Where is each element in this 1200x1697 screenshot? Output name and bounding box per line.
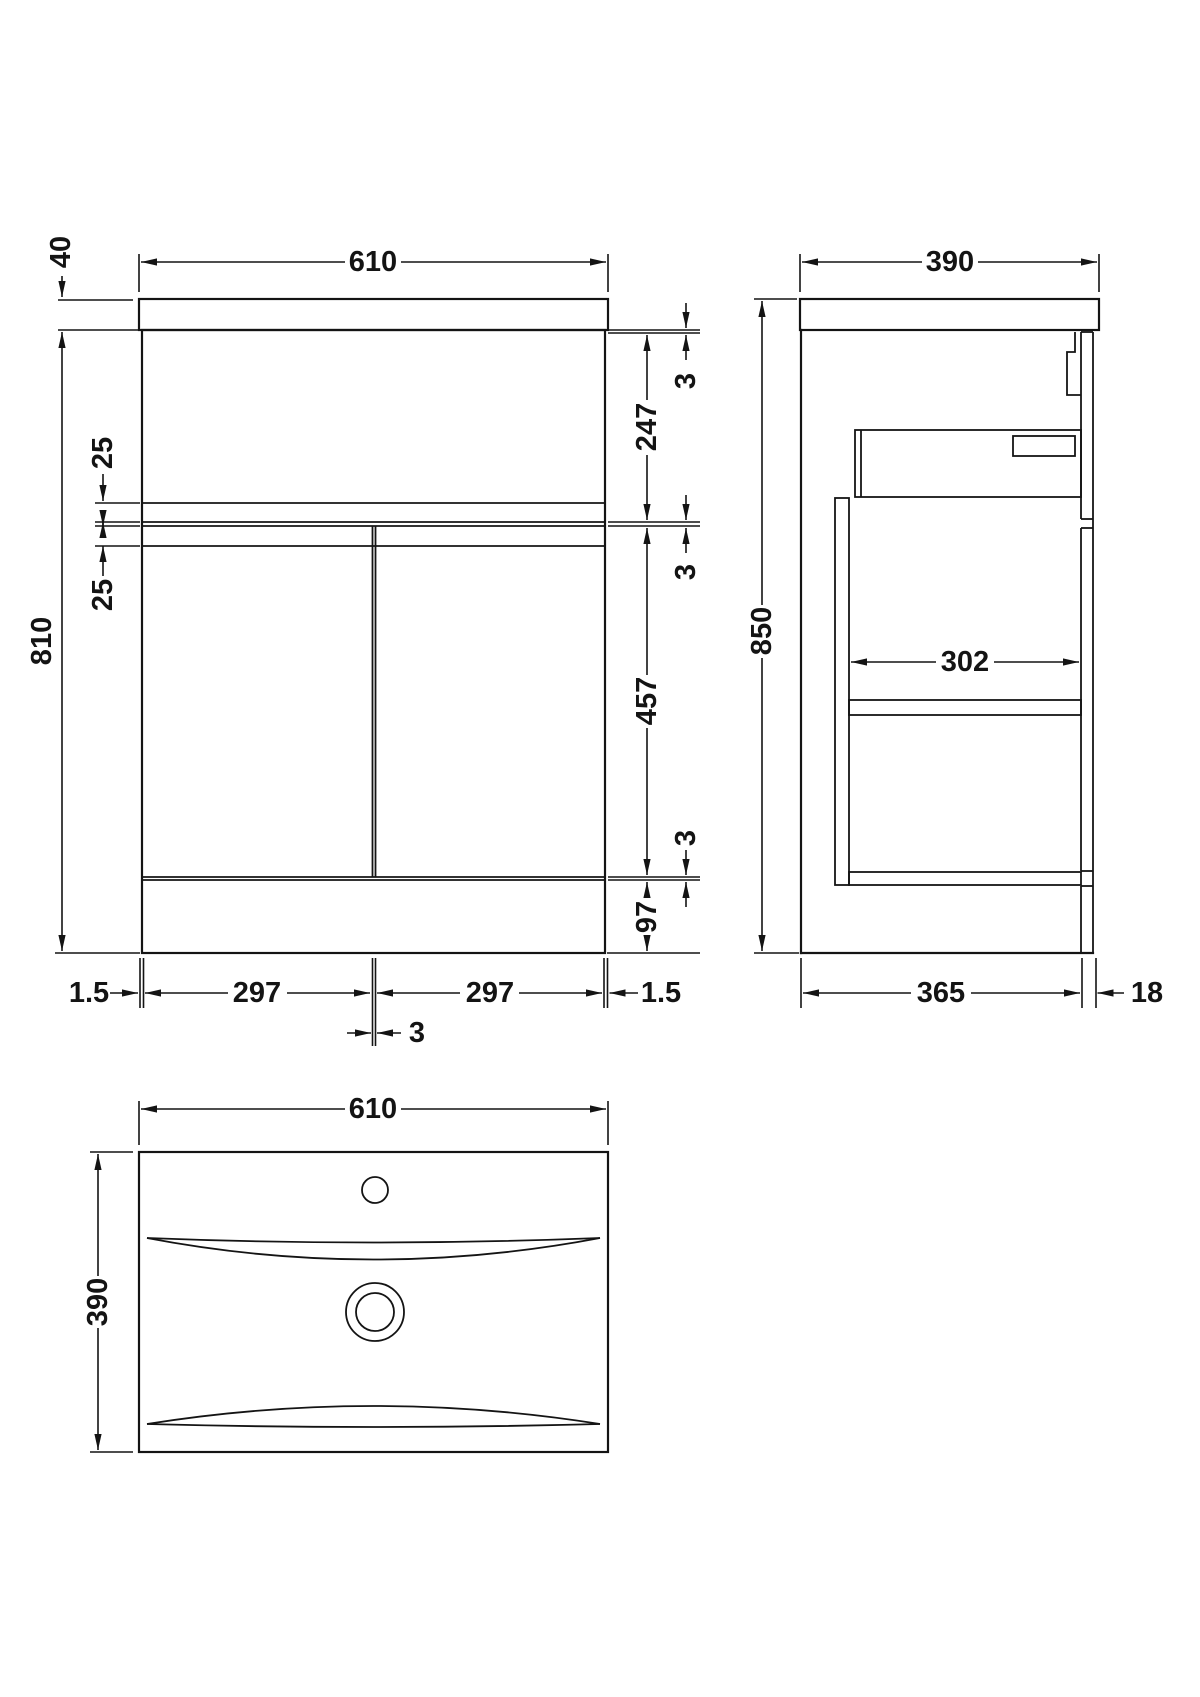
dim-front-panel-height: 247 (631, 402, 663, 452)
dim-front-gap-bottom: 3 (670, 829, 702, 847)
dim-side-internal-depth: 302 (940, 646, 990, 678)
dim-side-door-thickness: 18 (1130, 977, 1164, 1009)
dim-front-door-gap: 3 (408, 1017, 426, 1049)
dim-front-width: 610 (348, 246, 398, 278)
dim-front-gap-top: 3 (670, 372, 702, 390)
dim-front-door-height: 457 (631, 676, 663, 726)
dim-front-plinth-height: 97 (631, 900, 663, 934)
dim-front-counter-thickness: 40 (45, 235, 77, 269)
dim-front-door-width-right: 297 (465, 977, 515, 1009)
dim-front-top-reveal: 25 (87, 436, 119, 470)
dim-plan-depth: 390 (82, 1277, 114, 1327)
dim-front-door-width-left: 297 (232, 977, 282, 1009)
dim-front-side-gap-right: 1.5 (640, 977, 682, 1009)
dim-side-overall-height: 850 (746, 606, 778, 656)
dim-side-depth: 390 (925, 246, 975, 278)
dim-front-cabinet-height: 810 (26, 616, 58, 666)
dim-front-door-reveal: 25 (87, 578, 119, 612)
dim-front-side-gap-left: 1.5 (68, 977, 110, 1009)
dim-front-gap-middle: 3 (670, 563, 702, 581)
dim-plan-width: 610 (348, 1093, 398, 1125)
dim-side-carcass-depth: 365 (916, 977, 966, 1009)
